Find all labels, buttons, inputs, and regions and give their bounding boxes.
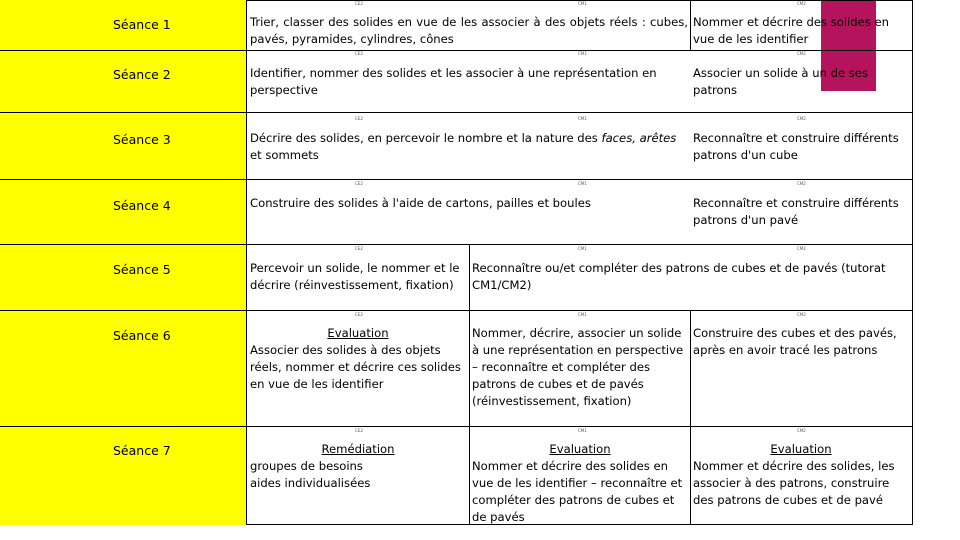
grid-line <box>246 179 913 180</box>
grid-line <box>246 112 913 113</box>
code-label: CM1 <box>578 312 587 317</box>
code-label: CM1 <box>578 246 587 251</box>
grid-line <box>690 0 691 50</box>
grid-line <box>246 0 247 525</box>
session-1-objective: Nommer et décrire des solides en vue de les identifier <box>693 15 889 46</box>
code-label: CM1 <box>578 116 587 121</box>
session-label: Séance 4 <box>113 198 171 213</box>
code-label: CM1 <box>578 51 587 56</box>
row-separator <box>0 179 246 180</box>
session-label: Séance 3 <box>113 132 171 147</box>
code-label: CE2 <box>355 116 363 121</box>
code-label: CM2 <box>797 246 806 251</box>
session-3-text-a: Décrire des solides, en percevoir le nombre et la nature des <box>250 131 602 145</box>
code-label: CE2 <box>355 51 363 56</box>
code-label: CE2 <box>355 1 363 6</box>
session-7-remediation-title: Remédiation <box>321 442 395 456</box>
code-label: CM2 <box>797 1 806 6</box>
grid-line <box>912 0 913 525</box>
code-label: CM2 <box>797 181 806 186</box>
grid-line <box>246 426 913 427</box>
code-label: CM2 <box>797 312 806 317</box>
session-1-text: Trier, classer des solides en vue de les associer à des objets réels : cubes, pavés, pyramides, cylindres, cônes <box>250 15 688 46</box>
session-7-text-2: Nommer et décrire des solides en vue de les identifier – reconnaître et compléter des patrons de cubes et de pavés <box>472 459 683 524</box>
grid-line <box>246 244 913 245</box>
session-3-text-b: et sommets <box>250 148 319 162</box>
code-label: CM1 <box>578 1 587 6</box>
grid-line <box>469 244 470 310</box>
grid-line <box>469 310 470 524</box>
session-6-text-2: Nommer, décrire, associer un solide à une représentation en perspective – reconnaître et compléter des patrons de cubes et de pavés (réinvestissement, fixation) <box>472 326 684 408</box>
session-6-text-3: Construire des cubes et des pavés, après en avoir tracé les patrons <box>693 326 897 357</box>
session-label: Séance 7 <box>113 443 171 458</box>
grid-line <box>690 310 691 524</box>
session-7-eval-title: Evaluation <box>549 442 611 456</box>
row-separator <box>0 426 246 427</box>
code-label: CE2 <box>355 181 363 186</box>
session-5-text-2: Reconnaître ou/et compléter des patrons de cubes et de pavés (tutorat CM1/CM2) <box>472 261 886 292</box>
session-3-text-italic: faces, arêtes <box>601 131 677 145</box>
code-label: CE2 <box>355 312 363 317</box>
session-3-objective: Reconnaître et construire différents patrons d'un cube <box>693 131 899 162</box>
code-label: CM2 <box>797 51 806 56</box>
session-7-text-3: Nommer et décrire des solides, les associer à des patrons, construire des patrons de cubes et de pavé <box>693 459 895 507</box>
session-5-text: Percevoir un solide, le nommer et le décrire (réinvestissement, fixation) <box>250 261 460 292</box>
session-7-text: groupes de besoins aides individualisées <box>250 459 371 490</box>
code-label: CE2 <box>355 246 363 251</box>
session-6-text: Associer des solides à des objets réels, nommer et décrire ces solides en vue de les identifier <box>250 343 461 391</box>
session-label: Séance 5 <box>113 262 171 277</box>
session-label: Séance 6 <box>113 328 171 343</box>
row-separator <box>0 244 246 245</box>
session-4-text: Construire des solides à l'aide de cartons, pailles et boules <box>250 196 591 210</box>
code-label: CM2 <box>797 116 806 121</box>
grid-line <box>246 310 913 311</box>
session-label: Séance 2 <box>113 67 171 82</box>
session-2-objective: Associer un solide à un de ses patrons <box>693 66 868 97</box>
code-label: CE2 <box>355 428 363 433</box>
session-label: Séance 1 <box>113 17 171 32</box>
row-separator <box>0 50 246 51</box>
code-label: CM1 <box>578 428 587 433</box>
row-separator <box>0 112 246 113</box>
code-label: CM2 <box>797 428 806 433</box>
session-7-eval-title-2: Evaluation <box>770 442 832 456</box>
session-6-eval-title: Evaluation <box>327 326 389 340</box>
session-2-text: Identifier, nommer des solides et les associer à une représentation en perspective <box>250 66 657 97</box>
session-4-objective: Reconnaître et construire différents patrons d'un pavé <box>693 196 899 227</box>
session-3-text <box>250 130 690 164</box>
row-separator <box>0 310 246 311</box>
code-label: CM1 <box>578 181 587 186</box>
